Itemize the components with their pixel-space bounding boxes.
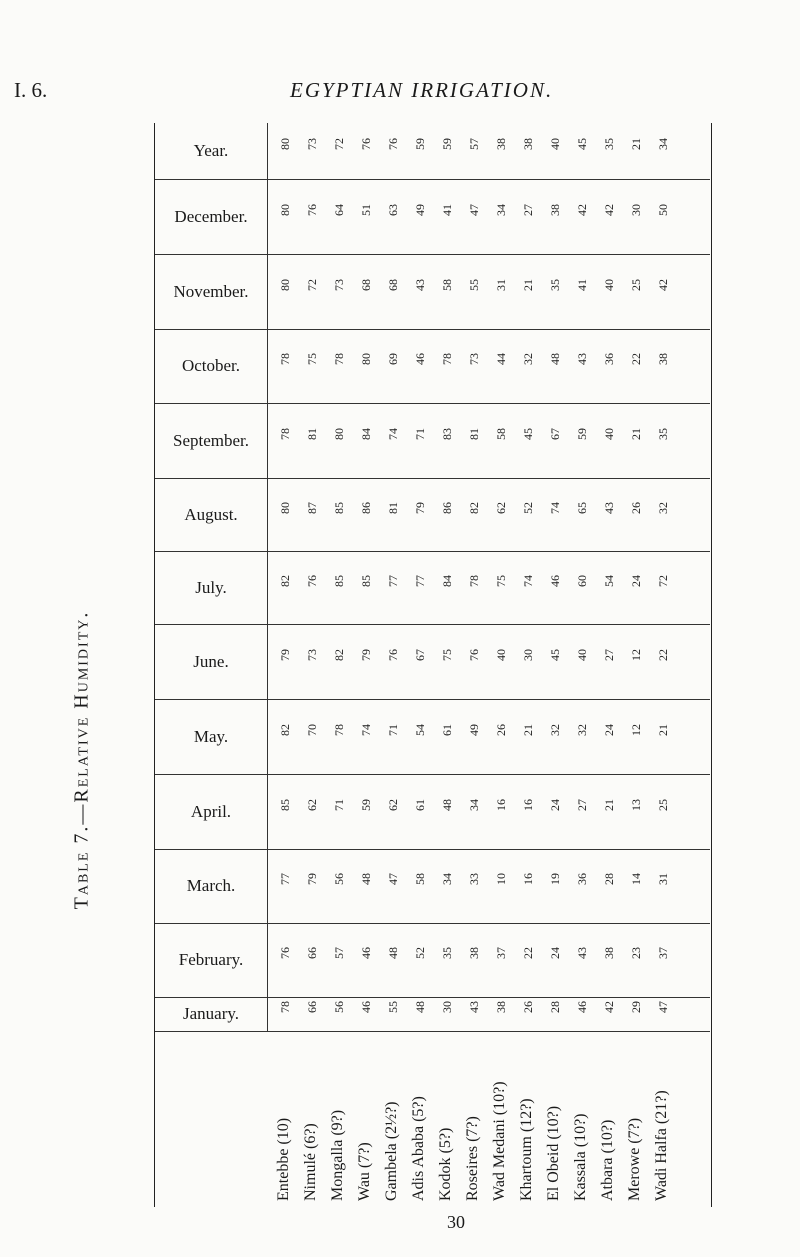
humidity-value: 73 — [305, 138, 319, 150]
month-header: June. — [193, 651, 229, 671]
table-caption: Table 7.—Relative Humidity. — [70, 610, 93, 910]
humidity-value: 67 — [548, 427, 562, 440]
humidity-value: 47 — [656, 1001, 670, 1013]
humidity-value: 26 — [629, 501, 643, 514]
humidity-value: 29 — [629, 1001, 643, 1013]
humidity-value: 38 — [548, 203, 562, 216]
humidity-value: 35 — [602, 138, 616, 150]
humidity-value: 41 — [440, 203, 454, 216]
humidity-value: 41 — [575, 278, 589, 291]
humidity-value: 38 — [656, 353, 670, 365]
humidity-value: 37 — [656, 947, 670, 959]
month-header: July. — [195, 577, 227, 597]
humidity-value: 73 — [332, 278, 346, 291]
humidity-value: 23 — [629, 947, 643, 959]
row-rule — [155, 179, 710, 180]
humidity-value: 48 — [413, 1001, 427, 1013]
row-rule — [155, 329, 710, 330]
humidity-value: 36 — [602, 353, 616, 365]
humidity-value: 78 — [332, 353, 346, 365]
humidity-value: 38 — [602, 947, 616, 959]
humidity-value: 65 — [575, 501, 589, 514]
humidity-value: 81 — [305, 427, 319, 440]
humidity-value: 79 — [359, 648, 373, 661]
humidity-value: 32 — [656, 501, 670, 514]
humidity-value: 49 — [413, 203, 427, 216]
header-column-rule — [267, 123, 268, 1031]
humidity-value: 52 — [413, 947, 427, 959]
humidity-value: 72 — [332, 138, 346, 150]
humidity-value: 71 — [332, 798, 346, 811]
humidity-value: 43 — [602, 501, 616, 514]
humidity-value: 43 — [413, 278, 427, 291]
humidity-value: 43 — [575, 353, 589, 365]
humidity-value: 75 — [440, 648, 454, 661]
humidity-value: 16 — [521, 873, 535, 885]
row-rule — [155, 923, 710, 924]
humidity-value: 24 — [629, 574, 643, 587]
row-rule — [155, 624, 710, 625]
humidity-value: 59 — [440, 138, 454, 150]
station-label: Atbara (10?) — [599, 1119, 616, 1201]
humidity-value: 21 — [521, 278, 535, 291]
humidity-value: 78 — [467, 574, 481, 587]
humidity-value: 86 — [359, 501, 373, 514]
humidity-value: 59 — [413, 138, 427, 150]
humidity-value: 84 — [440, 574, 454, 587]
humidity-value: 45 — [521, 427, 535, 440]
humidity-value: 34 — [440, 873, 454, 885]
humidity-value: 13 — [629, 798, 643, 811]
humidity-value: 21 — [521, 723, 535, 736]
humidity-value: 25 — [656, 798, 670, 811]
humidity-value: 12 — [629, 648, 643, 661]
row-rule — [155, 1031, 710, 1032]
humidity-value: 38 — [521, 138, 535, 150]
month-header: August. — [184, 504, 238, 524]
station-label: Wau (7?) — [356, 1142, 373, 1201]
row-rule — [155, 551, 710, 552]
station-label: Wad Medani (10?) — [491, 1081, 508, 1201]
humidity-value: 43 — [575, 947, 589, 959]
humidity-value: 24 — [602, 723, 616, 736]
month-header: December. — [174, 206, 248, 226]
humidity-value: 48 — [440, 798, 454, 811]
humidity-value: 21 — [629, 138, 643, 150]
humidity-value: 42 — [602, 1001, 616, 1013]
month-header: Year. — [193, 141, 229, 160]
humidity-value: 61 — [440, 723, 454, 736]
humidity-value: 40 — [602, 278, 616, 291]
humidity-value: 68 — [359, 278, 373, 291]
humidity-value: 52 — [521, 501, 535, 514]
page-header — [0, 0, 800, 120]
humidity-value: 79 — [305, 873, 319, 885]
humidity-value: 75 — [494, 574, 508, 587]
humidity-value: 77 — [386, 574, 400, 587]
humidity-value: 80 — [332, 427, 346, 440]
humidity-value: 72 — [656, 574, 670, 587]
humidity-value: 33 — [467, 873, 481, 885]
humidity-value: 42 — [656, 278, 670, 291]
station-label: Adis Ababa (5?) — [410, 1096, 427, 1201]
month-header: February. — [178, 950, 244, 969]
station-label: Merowe (7?) — [626, 1117, 643, 1201]
station-label: Wadi Halfa (21?) — [653, 1090, 670, 1201]
humidity-value: 48 — [359, 873, 373, 885]
humidity-value: 46 — [575, 1001, 589, 1013]
humidity-value: 14 — [629, 873, 643, 885]
month-header: May. — [193, 726, 229, 746]
humidity-value: 54 — [602, 574, 616, 587]
humidity-value: 30 — [629, 203, 643, 216]
humidity-value: 25 — [629, 278, 643, 291]
humidity-value: 80 — [278, 203, 292, 216]
row-rule — [155, 254, 710, 255]
humidity-value: 77 — [413, 574, 427, 587]
humidity-value: 85 — [359, 574, 373, 587]
humidity-value: 69 — [386, 353, 400, 365]
humidity-value: 34 — [494, 203, 508, 216]
humidity-value: 55 — [386, 1001, 400, 1013]
humidity-value: 78 — [278, 353, 292, 365]
humidity-value: 12 — [629, 723, 643, 736]
humidity-value: 76 — [305, 574, 319, 587]
humidity-value: 78 — [332, 723, 346, 736]
humidity-value: 45 — [575, 138, 589, 150]
humidity-value: 46 — [359, 1001, 373, 1013]
row-rule — [155, 478, 710, 479]
humidity-value: 16 — [494, 798, 508, 811]
row-rule — [155, 699, 710, 700]
humidity-value: 60 — [575, 574, 589, 587]
humidity-value: 74 — [359, 723, 373, 736]
humidity-value: 24 — [548, 947, 562, 959]
humidity-value: 26 — [521, 1001, 535, 1013]
humidity-value: 27 — [521, 203, 535, 216]
humidity-value: 66 — [305, 947, 319, 959]
humidity-value: 42 — [575, 203, 589, 216]
humidity-value: 50 — [656, 203, 670, 216]
humidity-value: 21 — [602, 798, 616, 811]
humidity-value: 63 — [386, 203, 400, 216]
humidity-value: 59 — [575, 427, 589, 440]
humidity-value: 74 — [386, 427, 400, 440]
month-header: November. — [173, 281, 249, 301]
humidity-value: 56 — [332, 1001, 346, 1013]
station-label: Mongalla (9?) — [329, 1109, 346, 1201]
humidity-value: 82 — [278, 723, 292, 736]
humidity-value: 83 — [440, 427, 454, 440]
humidity-value: 21 — [656, 723, 670, 736]
row-rule — [155, 774, 710, 775]
humidity-value: 40 — [575, 648, 589, 661]
humidity-value: 49 — [467, 723, 481, 736]
humidity-value: 85 — [332, 501, 346, 514]
humidity-value: 35 — [656, 427, 670, 440]
humidity-value: 59 — [359, 798, 373, 811]
humidity-value: 28 — [602, 873, 616, 885]
humidity-value: 80 — [359, 353, 373, 365]
humidity-value: 35 — [440, 947, 454, 959]
humidity-value: 74 — [521, 574, 535, 587]
folio-number: 30 — [447, 1212, 465, 1232]
station-label: Gambela (2½?) — [383, 1101, 400, 1201]
humidity-value: 66 — [305, 1001, 319, 1013]
month-header: March. — [186, 876, 236, 895]
humidity-value: 76 — [467, 648, 481, 661]
humidity-value: 76 — [359, 138, 373, 150]
humidity-value: 78 — [278, 1001, 292, 1013]
humidity-value: 40 — [494, 648, 508, 661]
humidity-value: 62 — [386, 798, 400, 811]
humidity-value: 86 — [440, 501, 454, 514]
humidity-value: 76 — [278, 947, 292, 959]
humidity-value: 35 — [548, 278, 562, 291]
humidity-value: 81 — [467, 427, 481, 440]
humidity-value: 47 — [467, 203, 481, 216]
humidity-value: 72 — [305, 278, 319, 291]
row-rule — [155, 849, 710, 850]
humidity-value: 73 — [305, 648, 319, 661]
humidity-value: 58 — [413, 873, 427, 885]
humidity-value: 67 — [413, 648, 427, 661]
humidity-value: 40 — [602, 427, 616, 440]
humidity-value: 71 — [386, 723, 400, 736]
humidity-value: 62 — [494, 501, 508, 514]
station-label: Kodok (5?) — [437, 1127, 454, 1201]
humidity-value: 71 — [413, 427, 427, 440]
humidity-value: 78 — [278, 427, 292, 440]
humidity-value: 76 — [386, 138, 400, 150]
humidity-value: 19 — [548, 873, 562, 885]
humidity-value: 78 — [440, 353, 454, 365]
humidity-value: 44 — [494, 353, 508, 365]
humidity-value: 32 — [521, 353, 535, 365]
station-label: Khartoum (12?) — [518, 1098, 535, 1201]
humidity-value: 31 — [494, 278, 508, 291]
humidity-value: 56 — [332, 873, 346, 885]
humidity-value: 26 — [494, 723, 508, 736]
humidity-value: 36 — [575, 873, 589, 885]
running-title: EGYPTIAN IRRIGATION. — [290, 78, 554, 102]
humidity-value: 62 — [305, 798, 319, 811]
humidity-value: 31 — [656, 873, 670, 885]
humidity-value: 80 — [278, 278, 292, 291]
humidity-value: 57 — [467, 138, 481, 150]
humidity-value: 46 — [359, 947, 373, 959]
humidity-value: 77 — [278, 873, 292, 885]
humidity-value: 34 — [467, 798, 481, 811]
humidity-value: 74 — [548, 501, 562, 514]
month-header: October. — [181, 356, 241, 375]
humidity-value: 64 — [332, 203, 346, 216]
humidity-value: 48 — [548, 353, 562, 365]
humidity-value: 61 — [413, 798, 427, 811]
humidity-value: 27 — [575, 798, 589, 811]
month-header: January. — [182, 1004, 239, 1023]
humidity-value: 81 — [386, 501, 400, 514]
humidity-value: 28 — [548, 1001, 562, 1013]
page-number: I. 6. — [14, 78, 48, 102]
humidity-value: 46 — [548, 574, 562, 587]
humidity-value: 32 — [548, 723, 562, 736]
humidity-value: 80 — [278, 501, 292, 514]
humidity-value: 46 — [413, 353, 427, 365]
humidity-value: 22 — [656, 648, 670, 661]
humidity-value: 73 — [467, 353, 481, 365]
humidity-value: 38 — [494, 1001, 508, 1013]
humidity-value: 24 — [548, 798, 562, 811]
humidity-value: 48 — [386, 947, 400, 959]
humidity-value: 85 — [332, 574, 346, 587]
humidity-value: 79 — [278, 648, 292, 661]
humidity-value: 16 — [521, 798, 535, 811]
humidity-value: 70 — [305, 723, 319, 736]
humidity-value: 45 — [548, 648, 562, 661]
humidity-value: 58 — [494, 427, 508, 440]
humidity-value: 38 — [467, 947, 481, 959]
humidity-value: 54 — [413, 723, 427, 736]
station-label: El Obeid (10?) — [545, 1105, 562, 1201]
month-header: April. — [190, 801, 232, 821]
station-label: Entebbe (10) — [275, 1117, 292, 1201]
humidity-value: 21 — [629, 427, 643, 440]
humidity-value: 43 — [467, 1001, 481, 1013]
humidity-value: 76 — [386, 648, 400, 661]
humidity-value: 30 — [521, 648, 535, 661]
humidity-value: 76 — [305, 203, 319, 216]
humidity-value: 37 — [494, 947, 508, 959]
humidity-value: 34 — [656, 138, 670, 150]
humidity-value: 40 — [548, 138, 562, 150]
humidity-value: 80 — [278, 138, 292, 150]
humidity-value: 58 — [440, 278, 454, 291]
humidity-value: 27 — [602, 648, 616, 661]
humidity-value: 22 — [629, 353, 643, 365]
humidity-value: 22 — [521, 947, 535, 959]
humidity-value: 75 — [305, 353, 319, 365]
row-rule — [155, 403, 710, 404]
humidity-value: 51 — [359, 203, 373, 216]
station-label: Roseires (7?) — [464, 1116, 481, 1201]
station-label: Kassala (10?) — [572, 1113, 589, 1201]
humidity-value: 82 — [467, 501, 481, 514]
humidity-value: 82 — [332, 648, 346, 661]
station-label: Nimulé (6?) — [302, 1123, 319, 1201]
humidity-value: 87 — [305, 501, 319, 514]
humidity-value: 42 — [602, 203, 616, 216]
row-rule — [155, 997, 710, 998]
humidity-value: 57 — [332, 947, 346, 959]
humidity-value: 38 — [494, 138, 508, 150]
humidity-value: 84 — [359, 427, 373, 440]
humidity-value: 55 — [467, 278, 481, 291]
month-header: September. — [172, 430, 249, 450]
humidity-value: 30 — [440, 1001, 454, 1013]
humidity-value: 79 — [413, 501, 427, 514]
humidity-value: 47 — [386, 873, 400, 885]
humidity-value: 10 — [494, 873, 508, 885]
humidity-value: 32 — [575, 723, 589, 736]
humidity-value: 82 — [278, 574, 292, 587]
humidity-value: 68 — [386, 278, 400, 291]
humidity-table — [154, 123, 712, 1207]
humidity-value: 85 — [278, 798, 292, 811]
